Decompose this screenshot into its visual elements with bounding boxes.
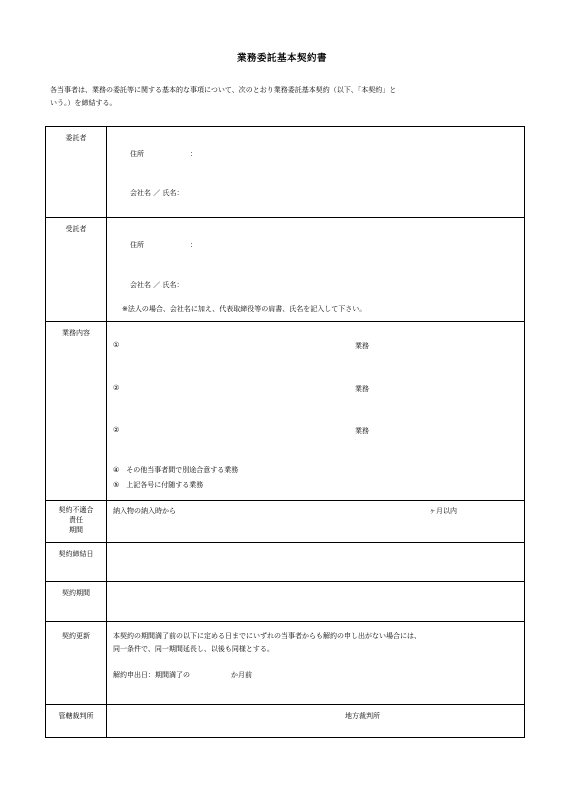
kikan-value-cell[interactable] (107, 582, 525, 622)
row-jutaku (46, 218, 525, 322)
koshin-line-2: 同一条件で、同一期間延長し、以後も同様とする。 (113, 645, 274, 653)
row-kankatsu (46, 705, 525, 738)
futekigo-text: 納入物の納入時から (113, 507, 176, 515)
row-teiketsu (46, 543, 525, 582)
gyomu-item-3-suffix: 業務 (355, 427, 369, 435)
row-futekigo (46, 501, 525, 543)
gyomu-label: 業務内容 (46, 322, 107, 501)
koshin-line-3a: 解約申出日：期間満了の (113, 671, 190, 679)
jutaku-address-colon: ： (190, 241, 197, 249)
futekigo-label-line-1: 契約不適合 (58, 506, 94, 514)
itaku-address-label: 住所 (130, 150, 144, 158)
jutaku-company-label: 会社名 ／ 氏名： (130, 281, 184, 289)
gyomu-item-2-suffix: 業務 (355, 385, 369, 393)
futekigo-months: ヶ月以内 (429, 507, 457, 515)
intro-paragraph (50, 84, 518, 110)
kankatsu-label: 管轄裁判所 (46, 705, 107, 738)
futekigo-value-cell[interactable] (107, 501, 525, 543)
itaku-company-label: 会社名 ／ 氏名： (130, 189, 184, 197)
koshin-line-1: 本契約の期間満了前の以下に定める日までにいずれの当事者からも解約の申し出がない場合には、 (113, 632, 421, 640)
jutaku-note: ※法人の場合、会社名に加え、代表取締役等の肩書、氏名を記入して下さい。 (122, 305, 367, 313)
gyomu-item-1-num: ① (113, 341, 120, 349)
contract-table (45, 126, 525, 738)
kikan-label: 契約期間 (46, 582, 107, 622)
gyomu-item-2-num: ② (113, 384, 120, 392)
teiketsu-value-cell[interactable] (107, 543, 525, 582)
teiketsu-label: 契約締結日 (46, 543, 107, 582)
intro-line-2: いう。）を締結する。 (50, 99, 117, 107)
koshin-label: 契約更新 (46, 622, 107, 705)
row-gyomu (46, 322, 525, 501)
kankatsu-value-cell[interactable] (107, 705, 525, 738)
itaku-address-colon: ： (190, 150, 197, 158)
jutaku-label: 受託者 (46, 218, 107, 322)
gyomu-item-1-suffix: 業務 (355, 342, 369, 350)
futekigo-label-line-2: 責任 (69, 516, 83, 524)
gyomu-item-4: ④ その他当事者間で別途合意する業務 (113, 466, 239, 474)
futekigo-label-line-3: 期間 (69, 526, 83, 534)
gyomu-item-5: ⑤ 上記各号に付随する業務 (113, 481, 204, 489)
itaku-value-cell[interactable] (107, 127, 525, 218)
gyomu-item-3-num: ② (113, 426, 120, 434)
futekigo-label (46, 501, 107, 543)
gyomu-value-cell[interactable] (107, 322, 525, 501)
koshin-line-3b: か月前 (231, 671, 252, 679)
document-title: 業務委託基本契約書 (236, 53, 327, 64)
koshin-value-cell[interactable] (107, 622, 525, 705)
row-koshin (46, 622, 525, 705)
intro-line-1: 各当事者は、業務の委託等に関する基本的な事項について、次のとおり業務委託基本契約（以下、「本契約」と (50, 86, 397, 94)
jutaku-address-label: 住所 (130, 241, 144, 249)
kankatsu-value: 地方裁判所 (345, 712, 380, 720)
itaku-label: 委託者 (46, 127, 107, 218)
row-itaku (46, 127, 525, 218)
jutaku-value-cell[interactable] (107, 218, 525, 322)
row-kikan (46, 582, 525, 622)
